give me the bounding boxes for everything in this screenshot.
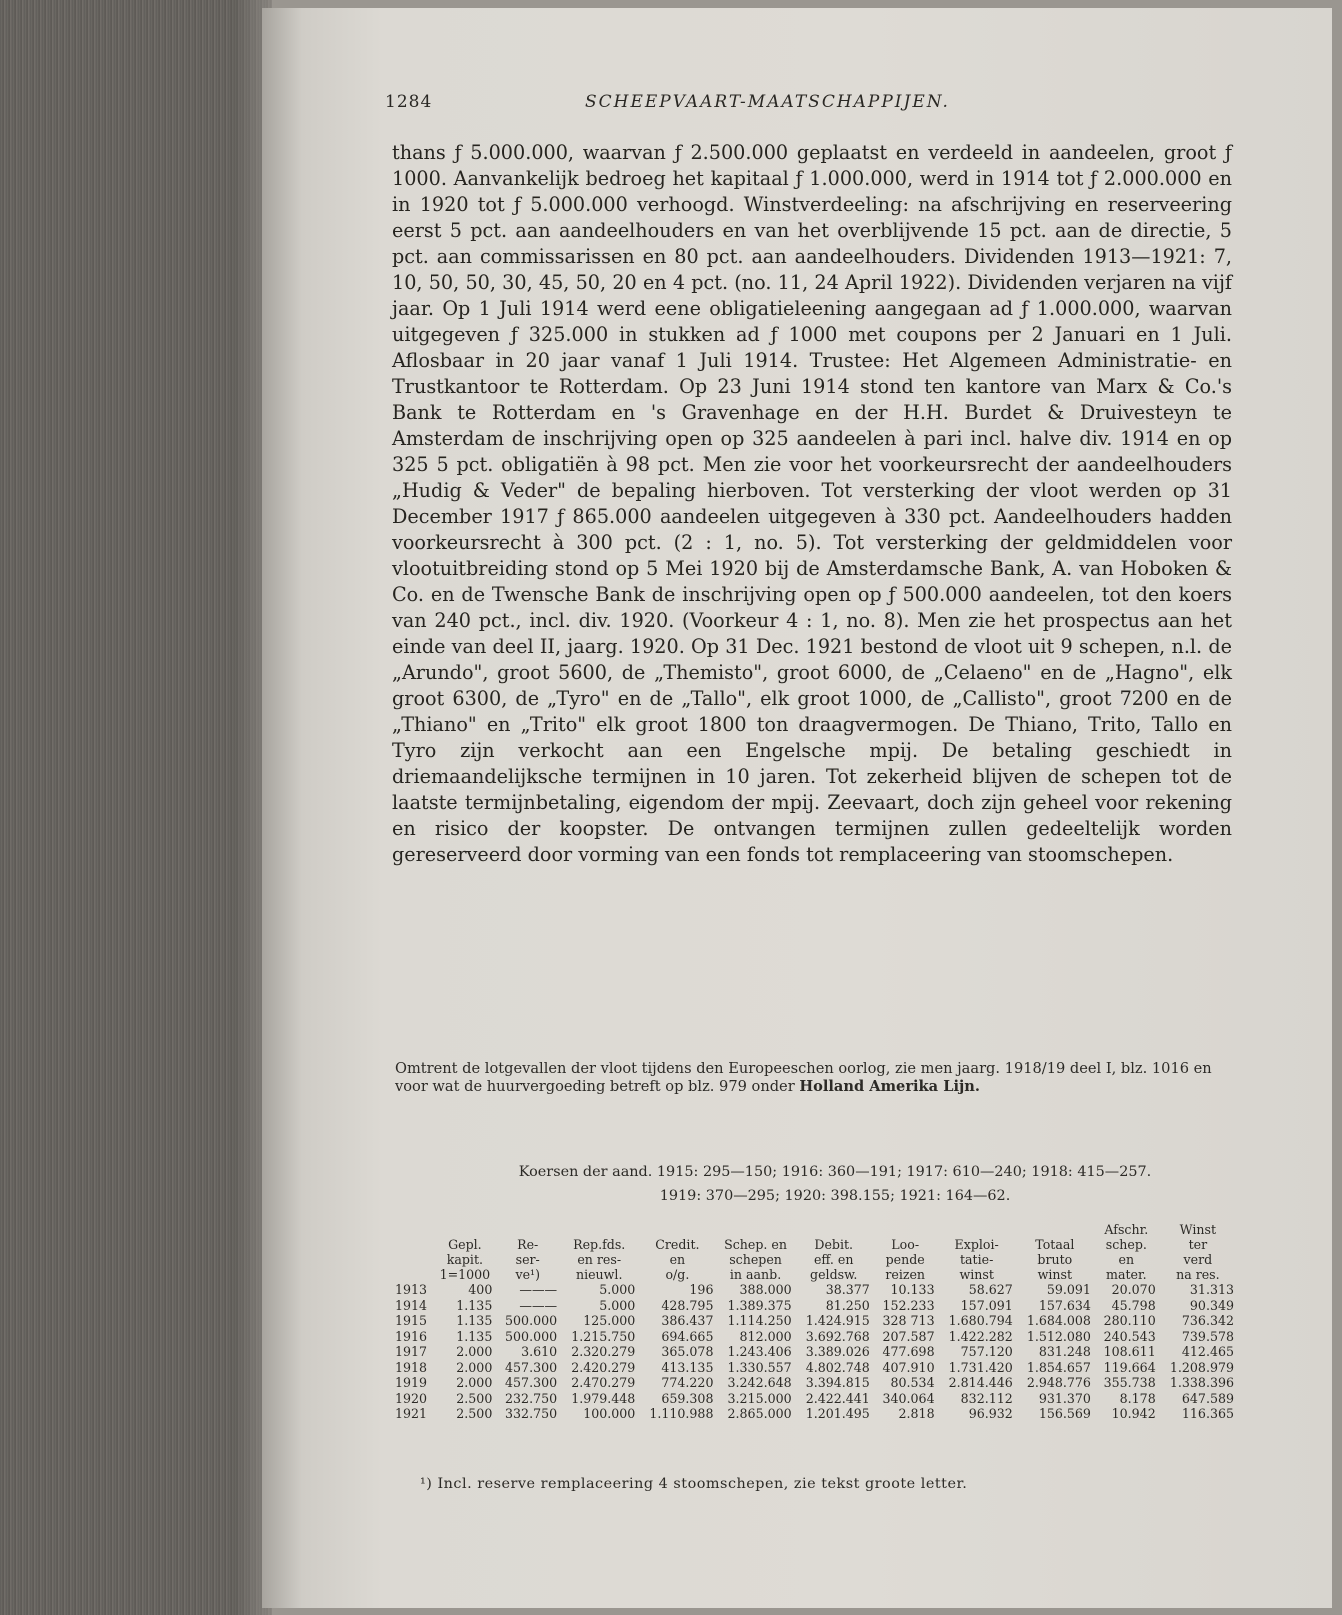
table-cell: 457.300 [505, 1375, 558, 1390]
table-cell: 2.818 [898, 1406, 935, 1421]
table-row [392, 1406, 1237, 1422]
table-cell: 812.000 [739, 1328, 792, 1344]
table-cell: 2.000 [456, 1344, 493, 1359]
table-cell: 1.389.375 [727, 1297, 792, 1313]
table-cell: 10.942 [1111, 1406, 1156, 1421]
table-cell: 157.091 [960, 1297, 1013, 1313]
table-cell: 739.578 [1181, 1328, 1234, 1344]
financial-table [392, 1222, 1237, 1422]
table-cell: 2.865.000 [727, 1406, 792, 1421]
table-cell: 1.243.406 [727, 1344, 792, 1359]
table-header-cell [392, 1222, 434, 1282]
table-cell: 340.064 [882, 1390, 935, 1406]
table-cell: 1.215.750 [571, 1328, 636, 1344]
table-cell: 365.078 [661, 1344, 714, 1359]
book-page-edges [0, 0, 272, 1615]
table-cell: 240.543 [1103, 1328, 1156, 1344]
table-cell: 2.814.446 [948, 1375, 1013, 1390]
small-print-text: Omtrent de lotgevallen der vloot tijdens den Europeeschen oorlog, zie men jaarg. 1918/19 deel I, blz. 1016 en voor wat de huurvergoeding betreft op blz. 979 onder [395, 1060, 1212, 1095]
table-cell: 2.320.279 [571, 1344, 636, 1359]
table-cell: 4.802.748 [805, 1359, 870, 1375]
table-cell: 355.738 [1103, 1375, 1156, 1390]
table-cell: 116.365 [1181, 1406, 1234, 1421]
table-header-cell: Re- ser- ve¹) [515, 1237, 540, 1282]
table-cell: 412.465 [1181, 1344, 1234, 1359]
table-cell: 400 [468, 1282, 493, 1297]
table-cell: 457.300 [505, 1359, 558, 1375]
table-cell: 694.665 [661, 1328, 714, 1344]
table-cell: 3.215.000 [727, 1390, 792, 1406]
table-year-cell: 1915 [395, 1313, 428, 1328]
table-header-cell: Afschr. schep. en mater. [1104, 1222, 1149, 1282]
table-cell: 1.135 [456, 1313, 493, 1328]
table-header-cell: Debit. eff. en geldsw. [810, 1237, 858, 1282]
table-cell: 332.750 [505, 1406, 558, 1421]
table-cell: 10.133 [890, 1282, 935, 1297]
table-cell: 386.437 [661, 1313, 714, 1328]
table-cell: 1.110.988 [649, 1406, 714, 1421]
table-cell: 8.178 [1119, 1390, 1156, 1406]
table-cell: ——— [519, 1297, 558, 1313]
table-cell: 3.394.815 [805, 1375, 870, 1390]
table-footnote: ¹) Incl. reserve remplaceering 4 stoomschepen, zie tekst groote letter. [420, 1476, 968, 1492]
table-year-cell: 1919 [395, 1375, 428, 1390]
table-cell: 207.587 [882, 1328, 935, 1344]
table-cell: 757.120 [960, 1344, 1013, 1359]
table-year-cell: 1917 [395, 1344, 428, 1359]
table-cell: 1.422.282 [948, 1328, 1013, 1344]
table-header-cell: Schep. en schepen in aanb. [724, 1237, 787, 1282]
share-prices [440, 1160, 1230, 1208]
table-cell: 2.000 [456, 1375, 493, 1390]
table-cell: 59.091 [1046, 1282, 1091, 1297]
table-cell: 58.627 [968, 1282, 1013, 1297]
table-row [392, 1282, 1237, 1298]
table-cell: 80.534 [890, 1375, 935, 1390]
table-cell: 1.208.979 [1169, 1359, 1234, 1375]
table-cell: 31.313 [1189, 1282, 1234, 1297]
table-cell: 90.349 [1189, 1297, 1234, 1313]
table-row [392, 1344, 1237, 1360]
table-cell: 1.684.008 [1026, 1313, 1091, 1328]
table-row [392, 1313, 1237, 1329]
table-header-cell: Credit. en o/g. [655, 1237, 700, 1282]
table-cell: 2.420.279 [571, 1359, 636, 1375]
table-header-cell: Winst ter verd na res. [1176, 1222, 1220, 1282]
table-cell: 81.250 [825, 1297, 870, 1313]
table-cell: 125.000 [583, 1313, 636, 1328]
table-cell: 1.135 [456, 1297, 493, 1313]
table-cell: 477.698 [882, 1344, 935, 1359]
table-cell: 428.795 [661, 1297, 714, 1313]
table-cell: 413.135 [661, 1359, 714, 1375]
table-header-cell: Loo- pende reizen [885, 1237, 926, 1282]
table-cell: ——— [519, 1282, 558, 1297]
table-cell: 328 713 [882, 1313, 935, 1328]
table-cell: 157.634 [1038, 1297, 1091, 1313]
page-number: 1284 [385, 92, 433, 112]
table-cell: 1.854.657 [1026, 1359, 1091, 1375]
table-cell: 500.000 [505, 1328, 558, 1344]
table-cell: 2.948.776 [1026, 1375, 1091, 1390]
table-cell: 1.424.915 [805, 1313, 870, 1328]
table-year-cell: 1921 [395, 1406, 428, 1421]
table-cell: 38.377 [825, 1282, 870, 1297]
table-cell: 45.798 [1111, 1297, 1156, 1313]
page-header [385, 92, 1045, 116]
small-print-paragraph [395, 1060, 1235, 1096]
table-row [392, 1360, 1237, 1376]
table-cell: 3.389.026 [805, 1344, 870, 1359]
table-year-cell: 1918 [395, 1359, 428, 1375]
table-cell: 659.308 [661, 1390, 714, 1406]
table-cell: 2.000 [456, 1359, 493, 1375]
table-header-cell: Totaal bruto winst [1035, 1237, 1075, 1282]
table-row [392, 1298, 1237, 1314]
table-cell: 20.070 [1111, 1282, 1156, 1297]
table-cell: 736.342 [1181, 1313, 1234, 1328]
body-paragraph: thans ƒ 5.000.000, waarvan ƒ 2.500.000 geplaatst en verdeeld in aandeelen, groot ƒ 1000. Aanvankelijk bedroeg het kapitaal ƒ 1.000.000, werd in 1914 tot ƒ 2.000.000 en in 1920 tot ƒ 5.000.000 verhoogd. Winstverdeeling: na afschrijving en reserveering eerst 5 pct. aan aandeelhouders en van het overblijvende 15 pct. aan de directie, 5 pct. aan commissarissen en 80 pct. aan aandeelhouders. Dividenden 1913—1921: 7, 10, 50, 50, 30, 45, 50, 20 en 4 pct. (no. 11, 24 April 1922). Dividenden verjaren na vijf jaar. Op 1 Juli 1914 werd eene obligatieleening aangegaan ad ƒ 1.000.000, waarvan uitgegeven ƒ 325.000 in stukken ad ƒ 1000 met coupons per 2 Januari en 1 Juli. Aflosbaar in 20 jaar vanaf 1 Juli 1914. Trustee: Het Algemeen Administratie- en Trustkantoor te Rotterdam. Op 23 Juni 1914 stond ten kantore van Marx & Co.'s Bank te Rotterdam en 's Gravenhage en der H.H. Burdet & Druivesteyn te Amsterdam de inschrijving open op 325 aandeelen à pari incl. halve div. 1914 en op 325 5 pct. obligatiën à 98 pct. Men zie voor het voorkeursrecht der aandeelhouders „Hudig & Veder" de bepaling hierboven. Tot versterking der vloot werden op 31 December 1917 ƒ 865.000 aandeelen uitgegeven à 330 pct. Aandeelhouders hadden voorkeursrecht à 300 pct. (2 : 1, no. 5). Tot versterking der geldmiddelen voor vlootuitbreiding stond op 5 Mei 1920 bij de Amsterdamsche Bank, A. van Hoboken & Co. en de Twensche Bank de inschrijving open op ƒ 500.000 aandeelen, tot den koers van 240 pct., incl. div. 1920. (Voorkeur 4 : 1, no. 8). Men zie het prospectus aan het einde van deel II, jaarg. 1920. Op 31 Dec. 1921 bestond de vloot uit 9 schepen, n.l. de „Arundo", groot 5600, de „Themisto", groot 6000, de „Celaeno" en de „Hagno", elk groot 6300, de „Tyro" en de „Tallo", elk groot 1000, de „Callisto", groot 7200 en de „Thiano" en „Trito" elk groot 1800 ton draagvermogen. De Thiano, Trito, Tallo en Tyro zijn verkocht aan een Engelsche mpij. De betaling geschiedt in driemaandelijksche termijnen in 10 jaren. Tot zekerheid blijven de schepen tot de laatste termijnbetaling, eigendom der mpij. Zeevaart, doch zijn geheel voor rekening en risico der koopster. De ontvangen termijnen zullen gedeeltelijk worden gereserveerd door vorming van een fonds tot remplaceering van stoomschepen. [392, 141, 1232, 866]
table-cell: 647.589 [1181, 1390, 1234, 1406]
table-cell: 96.932 [968, 1406, 1013, 1421]
table-cell: 119.664 [1103, 1359, 1156, 1375]
table-cell: 774.220 [661, 1375, 714, 1390]
table-cell: 832.112 [960, 1390, 1013, 1406]
table-cell: 1.338.396 [1169, 1375, 1234, 1390]
table-cell: 931.370 [1038, 1390, 1091, 1406]
table-cell: 2.500 [456, 1390, 493, 1406]
table-year-cell: 1913 [395, 1282, 428, 1297]
table-cell: 156.569 [1038, 1406, 1091, 1421]
table-cell: 5.000 [599, 1282, 636, 1297]
table-year-cell: 1914 [395, 1297, 428, 1313]
table-row [392, 1391, 1237, 1407]
table-cell: 1.731.420 [948, 1359, 1013, 1375]
table-cell: 1.680.794 [948, 1313, 1013, 1328]
table-cell: 3.692.768 [805, 1328, 870, 1344]
table-cell: 1.135 [456, 1328, 493, 1344]
table-cell: 500.000 [505, 1313, 558, 1328]
table-cell: 232.750 [505, 1390, 558, 1406]
table-cell: 280.110 [1103, 1313, 1156, 1328]
table-cell: 831.248 [1038, 1344, 1091, 1359]
table-year-cell: 1920 [395, 1390, 428, 1406]
table-cell: 2.422.441 [805, 1390, 870, 1406]
table-header-row [392, 1222, 1237, 1282]
table-cell: 3.610 [521, 1344, 558, 1359]
table-cell: 152.233 [882, 1297, 935, 1313]
table-header-cell: Exploi- tatie- winst [954, 1237, 999, 1282]
table-cell: 407.910 [882, 1359, 935, 1375]
table-cell: 1.979.448 [571, 1390, 636, 1406]
table-cell: 100.000 [583, 1406, 636, 1421]
table-cell: 2.470.279 [571, 1375, 636, 1390]
table-cell: 5.000 [599, 1297, 636, 1313]
main-paragraph [392, 140, 1232, 868]
table-cell: 3.242.648 [727, 1375, 792, 1390]
share-prices-line-2: 1919: 370—295; 1920: 398.155; 1921: 164—62. [659, 1188, 1011, 1204]
table-row [392, 1329, 1237, 1345]
table-cell: 1.330.557 [727, 1359, 792, 1375]
table-cell: 388.000 [739, 1282, 792, 1297]
small-print-reference: Holland Amerika Lijn. [799, 1078, 980, 1095]
table-row [392, 1375, 1237, 1391]
table-cell: 1.201.495 [805, 1406, 870, 1421]
table-header-cell: Rep.fds. en res- nieuwl. [573, 1237, 626, 1282]
table-cell: 1.512.080 [1026, 1328, 1091, 1344]
table-cell: 1.114.250 [727, 1313, 792, 1328]
table-cell: 108.611 [1103, 1344, 1156, 1359]
share-prices-line-1: Koersen der aand. 1915: 295—150; 1916: 360—191; 1917: 610—240; 1918: 415—257. [518, 1164, 1152, 1180]
table-cell: 196 [689, 1282, 714, 1297]
table-header-cell: Gepl. kapit. 1=1000 [439, 1237, 491, 1282]
running-title: SCHEEPVAART-MAATSCHAPPIJEN. [585, 92, 950, 112]
table-cell: 2.500 [456, 1406, 493, 1421]
table-year-cell: 1916 [395, 1328, 428, 1344]
table-body [392, 1282, 1237, 1422]
